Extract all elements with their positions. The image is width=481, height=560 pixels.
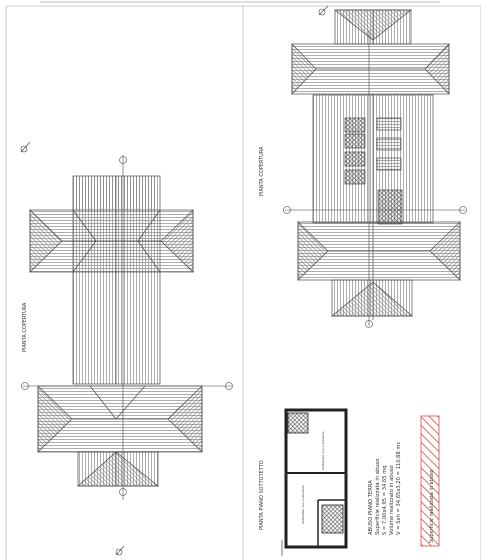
north-arrow-right-icon (319, 6, 328, 15)
note-line-1: ABUSO PIANO TERRA (368, 480, 374, 535)
north-arrow-left-icon (21, 142, 30, 152)
note-line-3: S = 7,00x4,95 = 34,65 mq (382, 465, 388, 535)
roof-plan-left (30, 176, 202, 486)
attic-plan-title: PIANTA PIANO SOTTOTETTO (259, 460, 265, 530)
roof-plan-right-label: PIANTA COPERTURA (259, 146, 265, 196)
note-line-2: Superficie realizzata in abuso (375, 458, 381, 535)
abuse-legend-label: Superficie realizzata in abuso (429, 469, 435, 543)
abuse-notes (368, 442, 402, 535)
attic-floor-plan (282, 410, 346, 556)
north-arrow-bottom-icon (116, 546, 124, 555)
roof-plan-left-label: PIANTA COPERTURA (22, 302, 28, 352)
attic-room-label-right: Sottotetto non praticabile (321, 431, 325, 470)
note-line-4: Volume realizzato in abuso (389, 465, 395, 535)
note-line-5: V = Sxh = 34,65x3,20 = 110,88 mc (396, 441, 402, 535)
attic-room-label-left: Sottotetto non praticabile (301, 485, 305, 524)
roof-plan-right (292, 10, 460, 320)
